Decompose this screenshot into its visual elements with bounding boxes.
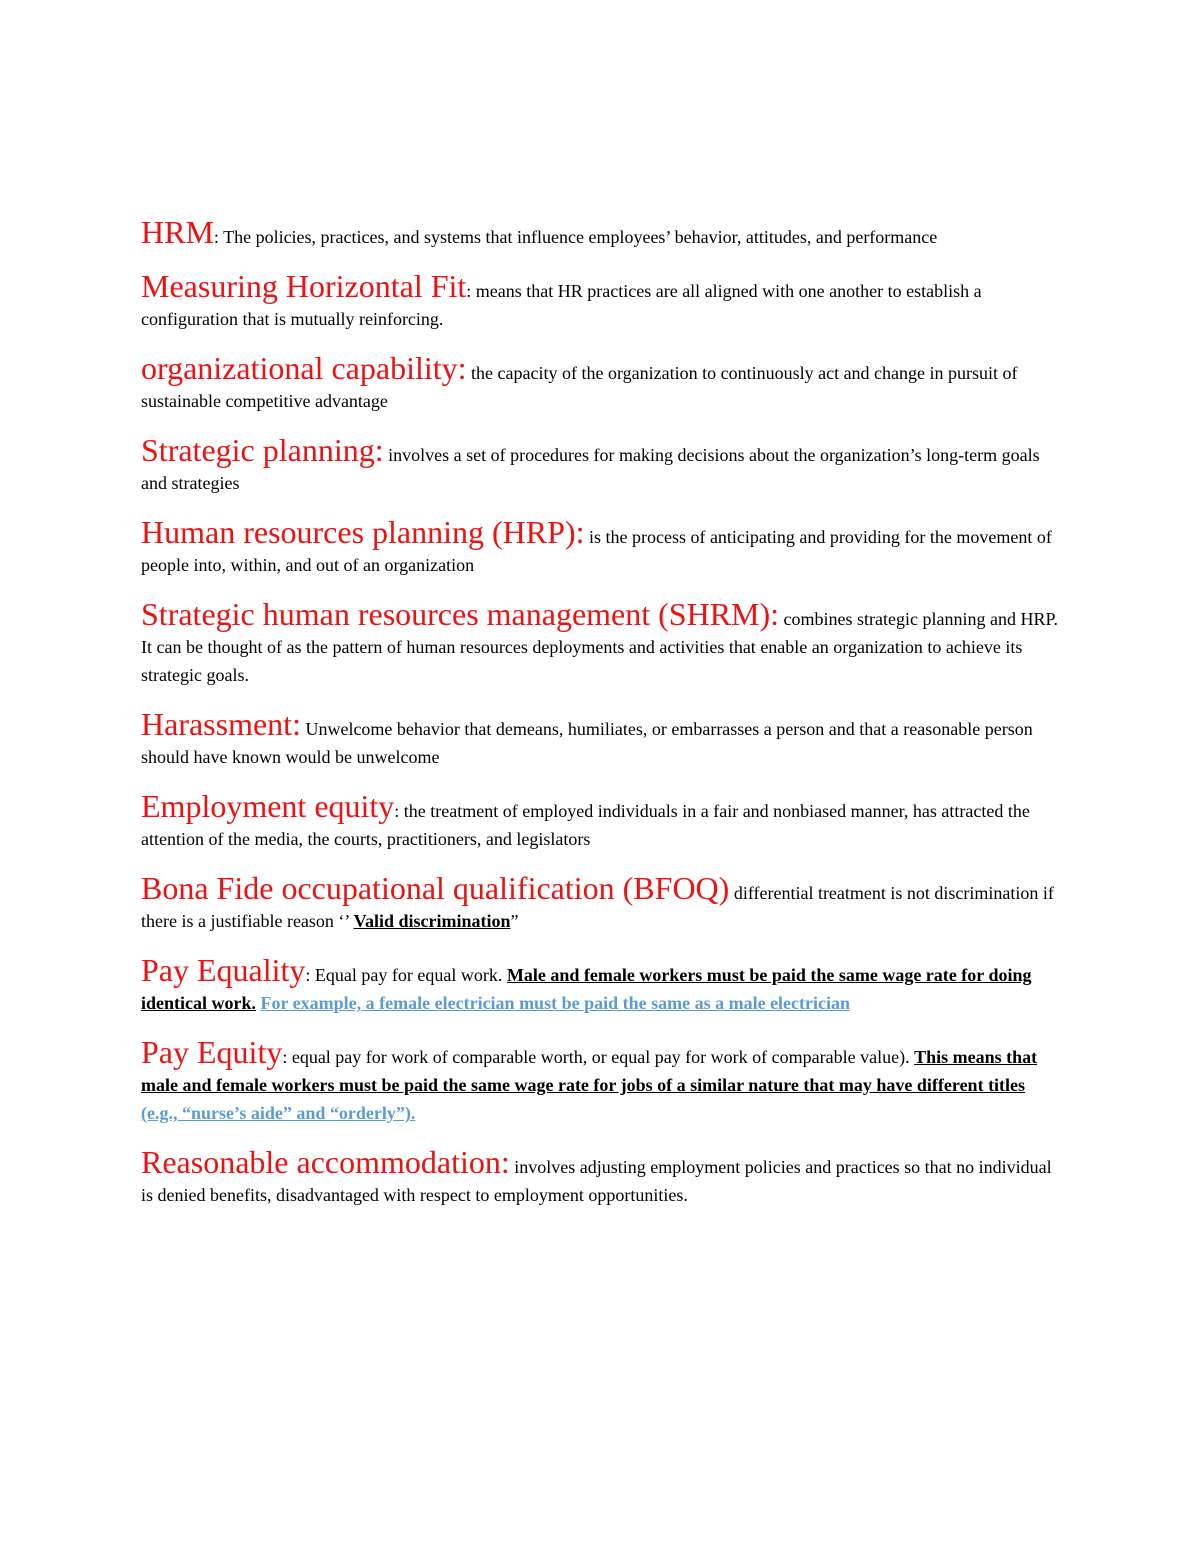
definition-text: differential treatment is not discrimination if there is a justifiable reason ‘’ <box>141 883 1054 931</box>
definition-text: : The policies, practices, and systems that influence employees’ behavior, attitudes, and performance <box>213 227 938 247</box>
definition-employment-equity <box>141 788 1061 853</box>
definition-text: : equal pay for work of comparable worth, or equal pay for work of comparable value). <box>282 1047 915 1067</box>
definition-hrp <box>141 514 1061 579</box>
definition-text: is the process of anticipating and providing for the movement of people into, within, and out of an organization <box>141 527 1052 575</box>
term-reasonable-accommodation: Reasonable accommodation: <box>141 1144 510 1180</box>
term-shrm: Strategic human resources management (SHRM): <box>141 596 780 632</box>
definition-text: : Equal pay for equal work. <box>305 965 507 985</box>
document-page <box>141 214 1061 1230</box>
definition-reasonable-accommodation <box>141 1144 1061 1209</box>
definition-text: combines strategic planning and HRP. It can be thought of as the pattern of human resources deployments and activities that enable an organization to achieve its strategic goals. <box>141 609 1059 685</box>
definition-hrm <box>141 214 1061 251</box>
definition-text: : the treatment of employed individuals in a fair and nonbiased manner, has attracted the attention of the media, the courts, practitioners, and legislators <box>141 801 1030 849</box>
emphasis-text: Valid discrimination <box>353 911 511 931</box>
emphasis-text: Male and female workers must be paid the same wage rate for doing identical work. <box>141 965 1032 1013</box>
definition-bfoq <box>141 870 1061 935</box>
term-pay-equity: Pay Equity <box>141 1034 283 1070</box>
definition-harassment <box>141 706 1061 771</box>
definition-text: involves adjusting employment policies and practices so that no individual is denied benefits, disadvantaged with respect to employment opportunities. <box>141 1157 1052 1205</box>
definition-pay-equity <box>141 1034 1061 1127</box>
definition-text: Unwelcome behavior that demeans, humiliates, or embarrasses a person and that a reasonable person should have known would be unwelcome <box>141 719 1033 767</box>
term-organizational-capability: organizational capability: <box>141 350 467 386</box>
emphasis-text: This means that male and female workers must be paid the same wage rate for jobs of a similar nature that may have different titles <box>141 1047 1038 1095</box>
definition-horizontal-fit <box>141 268 1061 333</box>
definition-text: : means that HR practices are all aligned with one another to establish a configuration that is mutually reinforcing. <box>141 281 982 329</box>
definition-organizational-capability <box>141 350 1061 415</box>
term-employment-equity: Employment equity <box>141 788 395 824</box>
definition-strategic-planning <box>141 432 1061 497</box>
definition-shrm <box>141 596 1061 689</box>
term-strategic-planning: Strategic planning: <box>141 432 384 468</box>
example-text: (e.g., “nurse’s aide” and “orderly”). <box>141 1103 416 1123</box>
term-bfoq: Bona Fide occupational qualification (BFOQ) <box>141 870 730 906</box>
closing-quote: ” <box>510 911 519 931</box>
definition-pay-equality <box>141 952 1061 1017</box>
term-pay-equality: Pay Equality <box>141 952 306 988</box>
example-text: For example, a female electrician must be paid the same as a male electrician <box>260 993 851 1013</box>
term-harassment: Harassment: <box>141 706 301 742</box>
definition-text: involves a set of procedures for making decisions about the organization’s long-term goals and strategies <box>141 445 1040 493</box>
definition-text: the capacity of the organization to continuously act and change in pursuit of sustainable competitive advantage <box>141 363 1018 411</box>
term-hrm: HRM <box>141 214 214 250</box>
term-horizontal-fit: Measuring Horizontal Fit <box>141 268 467 304</box>
term-hrp: Human resources planning (HRP): <box>141 514 585 550</box>
